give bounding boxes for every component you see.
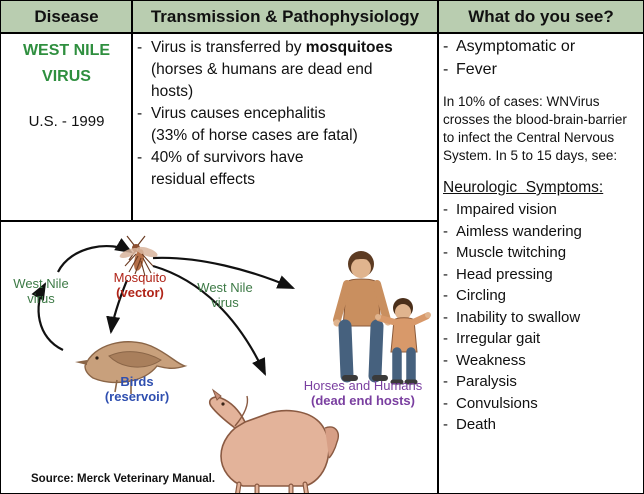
bullet-dash: -: [443, 351, 448, 369]
label-line1: West Nile: [13, 276, 69, 291]
symptom-label: Head pressing: [456, 265, 553, 283]
bullet-dash: -: [443, 287, 448, 304]
column-header-signs: What do you see?: [468, 7, 614, 26]
symptom-label: Aimless wandering: [456, 222, 582, 240]
label-birds: [93, 374, 181, 404]
label-birds-name: Birds: [120, 374, 154, 389]
list-item: [443, 350, 641, 372]
bullet-dash: -: [137, 39, 143, 56]
list-item: [443, 221, 641, 243]
bullet-dash: -: [443, 416, 448, 433]
disease-name-line2: VIRUS: [42, 68, 91, 85]
signs-paragraph: In 10% of cases: WNVirus crosses the blood-brain-barrier to infect the Central Nervous System. In 5 to 15 days, see:: [443, 94, 627, 163]
bullet-dash: -: [443, 265, 448, 283]
bullet-text-strong: mosquitoes: [305, 39, 393, 56]
neurologic-symptoms-heading: Neurologic Symptoms:: [443, 179, 604, 196]
signs-cell: [443, 35, 641, 436]
transmission-bullet: [137, 103, 433, 124]
transmission-bullet: [137, 37, 433, 58]
bullet-text: Virus causes encephalitis: [151, 105, 326, 122]
source-note: Source: Merck Veterinary Manual.: [31, 473, 216, 485]
bullet-text-pre: Virus is transferred by: [151, 39, 306, 56]
bullet-dash: -: [443, 394, 448, 412]
bullet-dash: -: [443, 308, 448, 326]
column-divider-2: [437, 1, 439, 494]
transmission-bullet: [137, 125, 433, 146]
symptom-label: Convulsions: [456, 394, 538, 412]
bullet-dash: [137, 125, 151, 146]
label-horses-humans-name: Horses and Humans: [303, 378, 423, 393]
transmission-bullet: [137, 59, 433, 80]
disease-cell: [3, 35, 130, 130]
label-horses-humans: [293, 378, 433, 408]
list-item: [443, 285, 641, 307]
sign-bullet: [443, 58, 641, 81]
transmission-bullet: [137, 169, 433, 190]
list-item: [443, 264, 641, 286]
label-west-nile-virus-left: [5, 276, 77, 306]
bullet-text: hosts): [151, 83, 194, 100]
column-header-disease: Disease: [34, 7, 99, 26]
label-line1: West Nile: [197, 280, 253, 295]
bullet-dash: -: [443, 38, 449, 55]
label-mosquito-name: Mosquito: [113, 270, 167, 285]
bullet-dash: -: [443, 373, 448, 390]
bullet-dash: -: [443, 222, 448, 240]
transmission-bullet: [137, 81, 433, 102]
label-horses-humans-role: (dead end hosts): [310, 393, 415, 408]
sign-bullet-label: Asymptomatic or: [456, 38, 576, 55]
bullet-dash: -: [443, 201, 448, 218]
sign-bullet-label: Fever: [456, 61, 497, 78]
bullet-text: (33% of horse cases are fatal): [151, 127, 358, 144]
label-west-nile-virus-middle: [185, 280, 265, 310]
label-line2: virus: [27, 291, 55, 306]
bullet-dash: -: [137, 105, 143, 122]
disease-name-line1: WEST NILE: [22, 42, 111, 59]
list-item: [443, 371, 641, 393]
label-line2: virus: [211, 295, 239, 310]
list-item: [443, 414, 641, 436]
list-item: [443, 242, 641, 264]
label-mosquito-role: (vector): [116, 285, 164, 300]
bullet-text: 40% of survivors have: [151, 149, 304, 166]
bullet-text: (horses & humans are dead end: [151, 61, 373, 78]
bullet-dash: -: [443, 61, 449, 78]
transmission-cell: [137, 37, 433, 191]
bullet-dash: [137, 81, 151, 102]
list-item: [443, 307, 641, 329]
diagram-artwork: [3, 222, 436, 493]
transmission-cycle-diagram: [3, 222, 436, 493]
bullet-text: residual effects: [151, 171, 255, 188]
sign-bullet: [443, 35, 641, 58]
bullet-dash: [137, 59, 151, 80]
label-birds-role: (reservoir): [104, 389, 170, 404]
transmission-bullet: [137, 147, 433, 168]
bullet-dash: -: [443, 244, 448, 261]
symptom-label: Death: [456, 416, 497, 433]
list-item: [443, 199, 641, 221]
list-item: [443, 393, 641, 415]
symptom-list: [443, 199, 641, 436]
bullet-text: [151, 37, 433, 58]
header-divider: [1, 32, 644, 34]
symptom-label: Circling: [456, 287, 507, 304]
bullet-dash: [137, 169, 151, 190]
bullet-dash: -: [137, 149, 143, 166]
symptom-label: Muscle twitching: [456, 244, 567, 261]
disease-location-year: U.S. - 1999: [28, 113, 105, 130]
symptom-label: Inability to swallow: [456, 308, 581, 326]
column-header-transmission: Transmission & Pathophysiology: [150, 7, 420, 26]
symptom-label: Weakness: [456, 351, 526, 369]
person-adult-illustration: [333, 251, 391, 378]
bullet-dash: -: [443, 330, 448, 347]
list-item: [443, 328, 641, 350]
label-mosquito: [97, 270, 183, 300]
symptom-label: Paralysis: [456, 373, 517, 390]
symptom-label: Impaired vision: [456, 201, 557, 218]
symptom-label: Irregular gait: [456, 330, 541, 347]
